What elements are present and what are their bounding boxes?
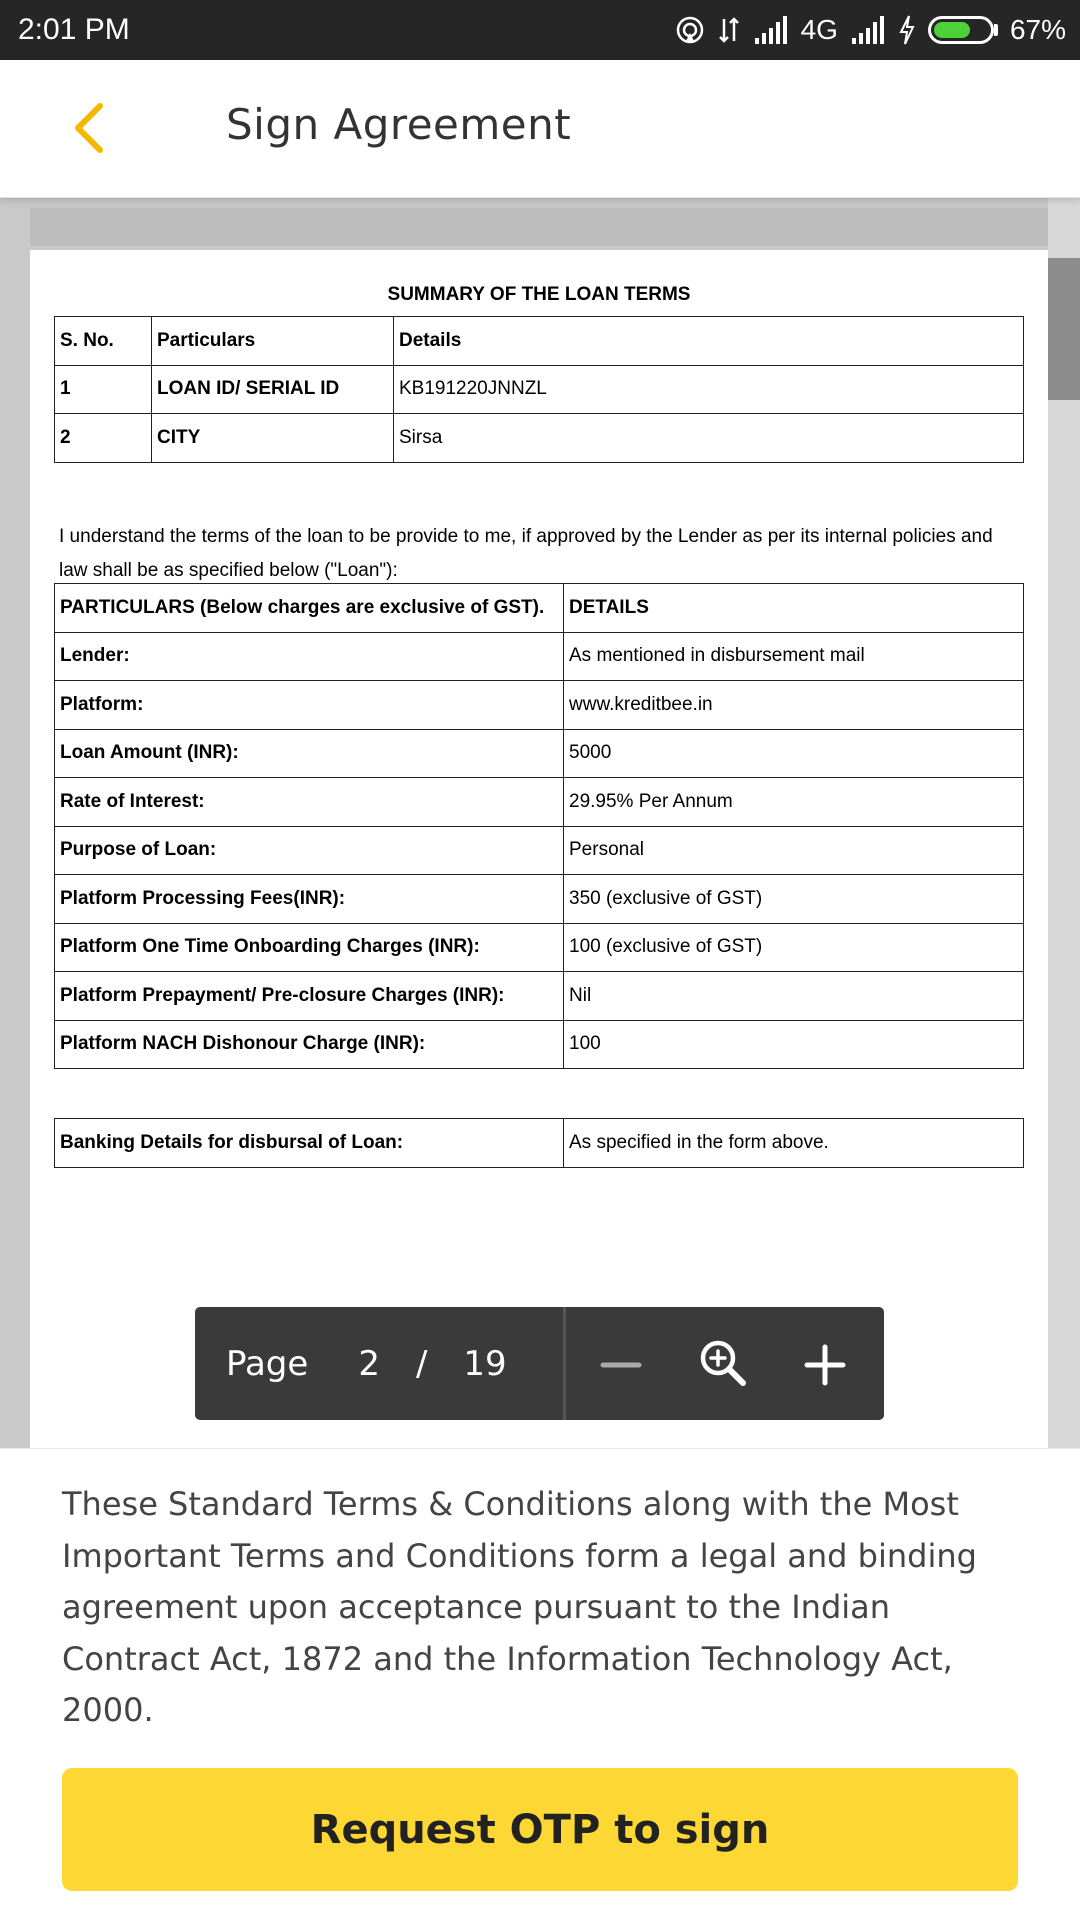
table-cell: Platform One Time Onboarding Charges (INR): xyxy=(55,923,564,972)
table-cell: Purpose of Loan: xyxy=(55,826,564,875)
table-row xyxy=(55,365,1024,414)
table-row xyxy=(55,681,1024,730)
table-row xyxy=(55,414,1024,463)
zoom-icon xyxy=(693,1333,753,1393)
table-cell: Loan Amount (INR): xyxy=(55,729,564,778)
table-cell: LOAN ID/ SERIAL ID xyxy=(152,365,394,414)
page-indicator xyxy=(195,1307,563,1420)
signal-icon xyxy=(753,16,789,44)
status-time: 2:01 PM xyxy=(18,13,130,46)
network-type: 4G xyxy=(800,14,838,45)
pdf-scrollbar[interactable] xyxy=(1048,198,1080,1448)
table-row xyxy=(55,729,1024,778)
table-header-cell: S. No. xyxy=(55,317,152,366)
total-pages: 19 xyxy=(463,1343,507,1384)
hotspot-icon xyxy=(675,15,705,45)
previous-page-edge xyxy=(30,208,1048,246)
table-cell: 5000 xyxy=(564,729,1024,778)
table-cell: As specified in the form above. xyxy=(564,1119,1024,1168)
table-row xyxy=(55,972,1024,1021)
status-bar xyxy=(0,0,1080,60)
banking-details-table xyxy=(54,1118,1024,1168)
table-row xyxy=(55,1119,1024,1168)
table-cell: 350 (exclusive of GST) xyxy=(564,875,1024,924)
loan-terms-table xyxy=(54,583,1024,1069)
table-cell: Sirsa xyxy=(394,414,1024,463)
table-header-cell: PARTICULARS (Below charges are exclusive of GST). xyxy=(55,584,564,633)
table-cell: Platform Processing Fees(INR): xyxy=(55,875,564,924)
zoom-out-icon xyxy=(591,1333,651,1393)
table-cell: Lender: xyxy=(55,632,564,681)
table-row xyxy=(55,1020,1024,1069)
table-cell: Banking Details for disbursal of Loan: xyxy=(55,1119,564,1168)
table-cell: 29.95% Per Annum xyxy=(564,778,1024,827)
table-cell: 2 xyxy=(55,414,152,463)
table-cell: Rate of Interest: xyxy=(55,778,564,827)
table-cell: As mentioned in disbursement mail xyxy=(564,632,1024,681)
table-row xyxy=(55,778,1024,827)
table-header-row xyxy=(55,317,1024,366)
table-cell: Platform: xyxy=(55,681,564,730)
back-button[interactable] xyxy=(62,98,122,158)
status-icons xyxy=(675,0,1066,60)
table-cell: Personal xyxy=(564,826,1024,875)
page-separator: / xyxy=(415,1343,428,1384)
pdf-page xyxy=(30,250,1048,1448)
table-cell: CITY xyxy=(152,414,394,463)
pdf-scrollbar-thumb[interactable] xyxy=(1048,258,1080,400)
zoom-in-icon xyxy=(795,1333,855,1393)
table-row xyxy=(55,875,1024,924)
chevron-left-icon xyxy=(62,98,122,158)
pdf-viewer[interactable] xyxy=(0,198,1080,1448)
signal-icon xyxy=(850,16,886,44)
table-row xyxy=(55,632,1024,681)
document-paragraph: I understand the terms of the loan to be provide to me, if approved by the Lender as per its internal policies and law shall be as specified below ("Loan"): xyxy=(59,526,993,581)
table-cell: KB191220JNNZL xyxy=(394,365,1024,414)
table-header-row xyxy=(55,584,1024,633)
toolbar-divider xyxy=(563,1307,566,1420)
table-cell: Platform Prepayment/ Pre-closure Charges (INR): xyxy=(55,972,564,1021)
zoom-out-button[interactable] xyxy=(591,1333,651,1393)
table-cell: www.kreditbee.in xyxy=(564,681,1024,730)
table-header-cell: Particulars xyxy=(152,317,394,366)
table-cell: 100 (exclusive of GST) xyxy=(564,923,1024,972)
zoom-button[interactable] xyxy=(693,1333,753,1393)
terms-text: These Standard Terms & Conditions along with the Most Important Terms and Conditions form a legal and binding agreement upon acceptance pursuant to the Indian Contract Act, 1872 and the Information Technology Act, 2000. xyxy=(62,1485,977,1729)
table-header-cell: DETAILS xyxy=(564,584,1024,633)
document-heading: SUMMARY OF THE LOAN TERMS xyxy=(387,284,691,305)
summary-table xyxy=(54,316,1024,463)
table-header-cell: Details xyxy=(394,317,1024,366)
request-otp-button[interactable]: Request OTP to sign xyxy=(62,1768,1018,1891)
battery-percent: 67% xyxy=(1009,14,1066,45)
page-label: Page xyxy=(226,1343,309,1384)
table-cell: Nil xyxy=(564,972,1024,1021)
table-row xyxy=(55,923,1024,972)
bottom-sheet xyxy=(0,1448,1080,1920)
current-page[interactable]: 2 xyxy=(358,1343,380,1384)
charging-icon xyxy=(898,15,916,45)
table-row xyxy=(55,826,1024,875)
table-cell: 1 xyxy=(55,365,152,414)
battery-icon xyxy=(928,16,998,44)
table-cell: Platform NACH Dishonour Charge (INR): xyxy=(55,1020,564,1069)
app-header xyxy=(0,60,1080,198)
data-transfer-icon xyxy=(717,15,741,45)
page-title: Sign Agreement xyxy=(226,100,572,149)
zoom-in-button[interactable] xyxy=(795,1333,855,1393)
table-cell: 100 xyxy=(564,1020,1024,1069)
pdf-toolbar xyxy=(195,1307,884,1420)
